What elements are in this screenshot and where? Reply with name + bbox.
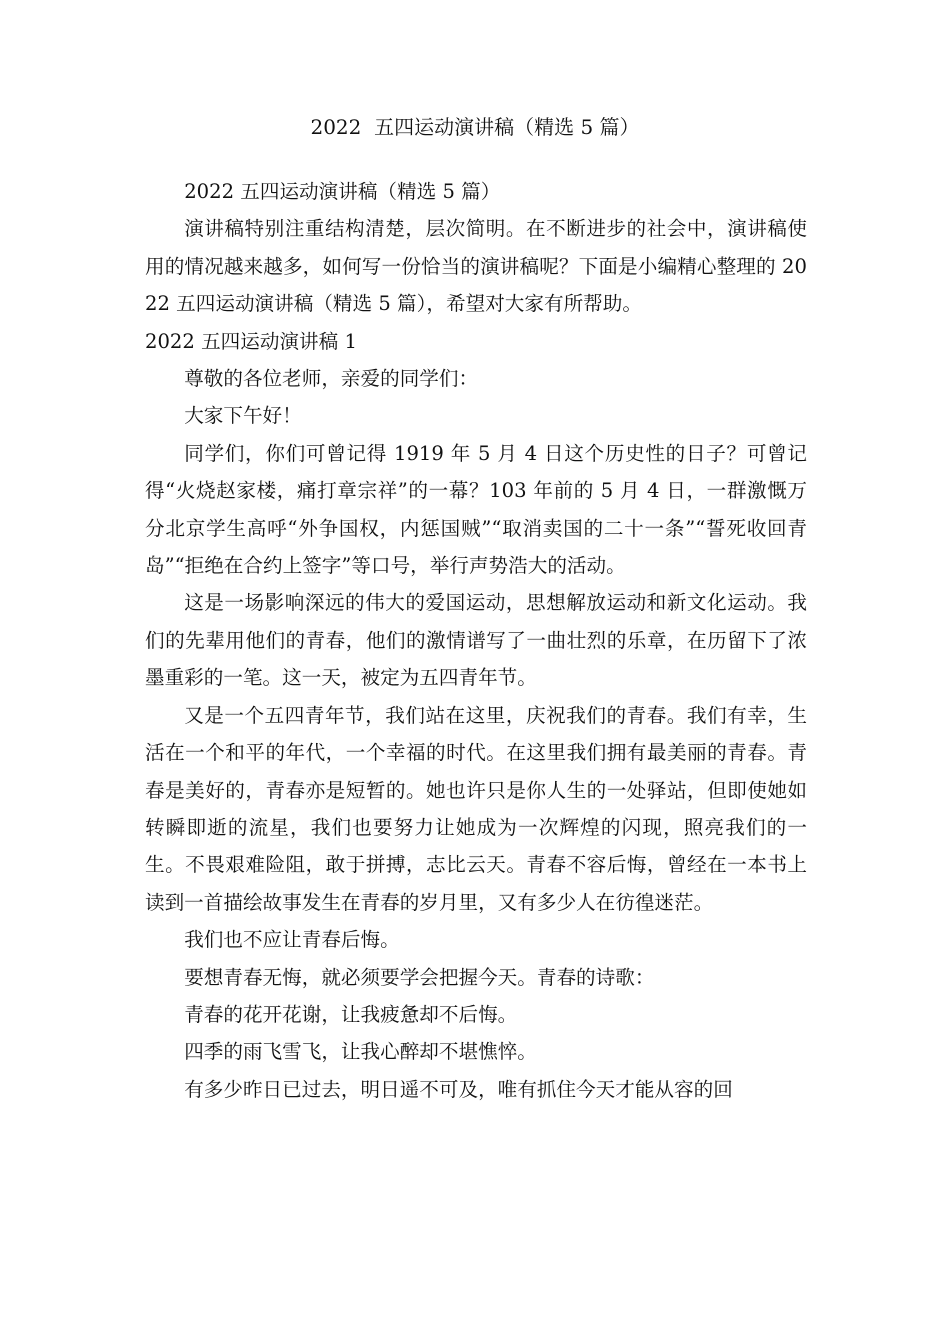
- paragraph-poem-line-1: 青春的花开花谢，让我疲惫却不后悔。: [184, 1002, 518, 1026]
- paragraph-subtitle: 2022 五四运动演讲稿（精选 5 篇）: [184, 180, 501, 203]
- paragraph-salutation: 尊敬的各位老师，亲爱的同学们：: [184, 367, 479, 391]
- paragraph-greeting: 大家下午好！: [184, 404, 302, 428]
- paragraph-movement: 这是一场影响深远的伟大的爱国运动，思想解放运动和新文化运动。我们的先辈用他们的青春，他们的激情谱写了一曲壮烈的乐章，在历留下了浓墨重彩的一笔。这一天，被定为五四青年节。: [145, 591, 807, 690]
- document-body: [145, 173, 807, 1108]
- paragraph-no-regret: 我们也不应让青春后悔。: [184, 928, 400, 952]
- document-title: 2022 五四运动演讲稿（精选 5 篇）: [310, 115, 640, 139]
- paragraph-history: 同学们，你们可曾记得 1919 年 5 月 4 日这个历史性的日子？可曾记得“火烧赵家楼，痛打章宗祥”的一幕？103 年前的 5 月 4 日，一群激慨万分北京学生高呼“外争国权，内惩国贼”“取消卖国的二十一条”“誓死收回青岛”“拒绝在合约上签字”等口号，举行声势浩大的活动。: [145, 441, 807, 578]
- paragraph-poem-intro: 要想青春无悔，就必须要学会把握今天。青春的诗歌：: [184, 965, 655, 989]
- paragraph-intro: 演讲稿特别注重结构清楚，层次简明。在不断进步的社会中，演讲稿使用的情况越来越多，如何写一份恰当的演讲稿呢？下面是小编精心整理的 2022 五四运动演讲稿（精选 5 篇），希望对大家有所帮助。: [145, 217, 807, 316]
- section-heading: 2022 五四运动演讲稿 1: [145, 329, 357, 353]
- paragraph-poem-line-2: 四季的雨飞雪飞，让我心醉却不堪憔悴。: [184, 1040, 537, 1064]
- paragraph-closing: 有多少昨日已过去，明日遥不可及，唯有抓住今天才能从容的回: [184, 1077, 733, 1101]
- paragraph-youth: 又是一个五四青年节，我们站在这里，庆祝我们的青春。我们有幸，生活在一个和平的年代，一个幸福的时代。在这里我们拥有最美丽的青春。青春是美好的，青春亦是短暂的。她也许只是你人生的一处驿站，但即使她如转瞬即逝的流星，我们也要努力让她成为一次辉煌的闪现，照亮我们的一生。不畏艰难险阻，敢于拼搏，志比云天。青春不容后悔，曾经在一本书上读到一首描绘故事发生在青春的岁月里，又有多少人在彷徨迷茫。: [145, 703, 807, 914]
